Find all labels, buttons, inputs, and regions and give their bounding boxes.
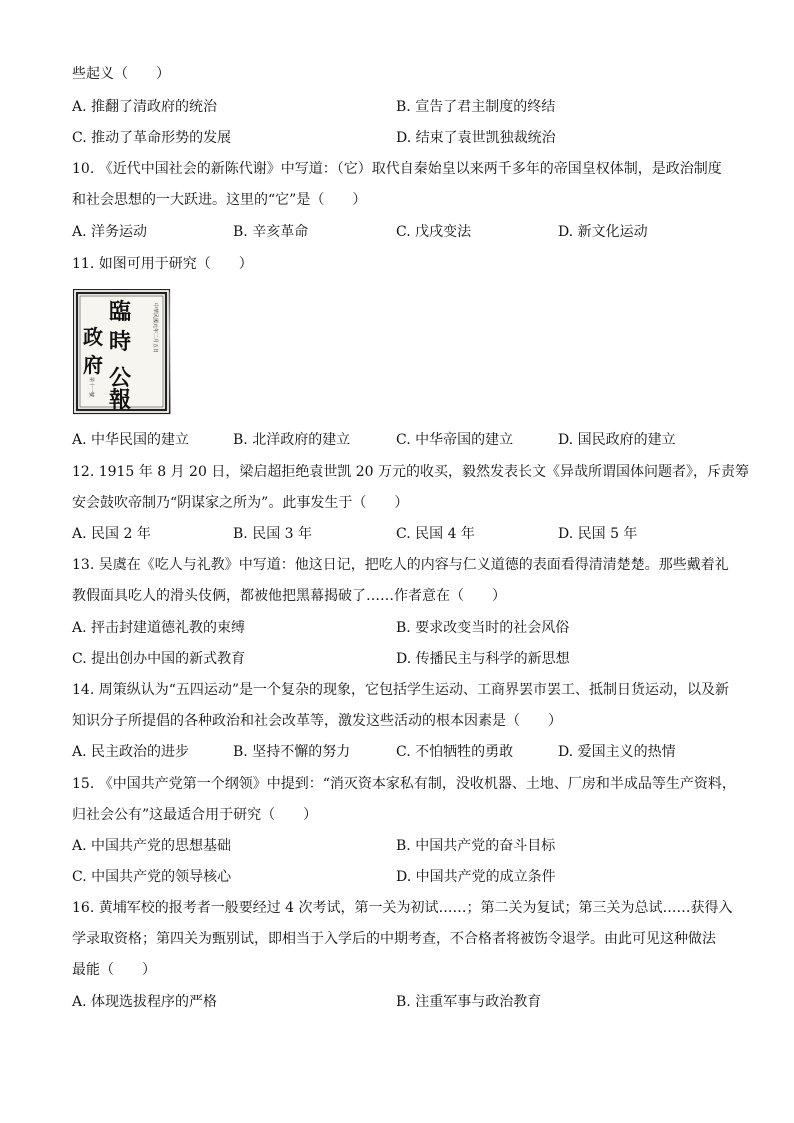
q15-option-c[interactable]: C. 中国共产党的领导核心 [72,869,232,885]
q12-option-a[interactable]: A. 民国 2 年 [72,526,151,542]
gazette-char-4: 府 [83,353,103,377]
q12-stem-line-2: 安会鼓吹帝制乃“阴谋家之所为”。此事发生于（ ） [72,495,409,511]
q13-stem-line-2: 教假面具吃人的滑头伎俩，都被他把黑幕揭破了……作者意在（ ） [72,588,506,604]
q16-stem-line-1: 16. 黄埔军校的报考者一般要经过 4 次考试，第一关为初试……；第二关为复试；第三关为总试……获得入 [72,900,733,916]
q15-option-b[interactable]: B. 中国共产党的奋斗目标 [396,838,556,854]
question-9-stem-fragment: 些起义（ ） [72,66,170,82]
gazette-char-5: 公 [109,365,132,391]
q14-stem-line-2: 知识分子所提倡的各种政治和社会改革等，激发这些活动的根本因素是（ ） [72,713,562,729]
q13-option-b[interactable]: B. 要求改变当时的社会风俗 [396,620,570,636]
q11-option-d[interactable]: D. 国民政府的建立 [558,432,676,448]
q14-option-c[interactable]: C. 不怕牺牲的勇敢 [396,744,514,760]
gazette-date-text: 中華民國元年二月五日 [152,303,158,354]
q11-option-b[interactable]: B. 北洋政府的建立 [233,432,351,448]
q10-option-c[interactable]: C. 戊戌变法 [396,224,472,240]
q16-option-a[interactable]: A. 体现选拔程序的严格 [72,994,218,1010]
q13-stem-line-1: 13. 吴虞在《吃人与礼教》中写道：他这日记，把吃人的内容与仁义道德的表面看得清清楚楚。那些戴着礼 [72,557,729,573]
q16-stem-line-2: 学录取资格；第四关为甄别试，即相当于入学后的中期考查，不合格者将被饬令退学。由此可见这种做法 [72,931,716,947]
q10-stem-line-1: 10. 《近代中国社会的新陈代谢》中写道：（它）取代自秦始皇以来两千多年的帝国皇权体制，是政治制度 [72,161,722,177]
q13-option-d[interactable]: D. 传播民主与科学的新思想 [396,651,570,667]
q11-option-a[interactable]: A. 中华民国的建立 [72,432,190,448]
gazette-char-6: 報 [109,387,132,413]
q15-option-a[interactable]: A. 中国共产党的思想基础 [72,838,232,854]
q12-option-c[interactable]: C. 民国 4 年 [396,526,475,542]
q13-option-c[interactable]: C. 提出创办中国的新式教育 [72,651,246,667]
q15-stem-line-1: 15. 《中国共产党第一个纲领》中提到：“消灭资本家私有制，没收机器、土地、厂房和半成品等生产资料， [72,776,736,792]
q9-option-b[interactable]: B. 宣告了君主制度的终结 [396,99,556,115]
q14-option-b[interactable]: B. 坚持不懈的努力 [233,744,351,760]
q12-option-b[interactable]: B. 民国 3 年 [233,526,312,542]
q9-option-d[interactable]: D. 结束了袁世凯独裁统治 [396,130,556,146]
q11-option-c[interactable]: C. 中华帝国的建立 [396,432,514,448]
gazette-char-3: 政 [83,325,103,349]
provisional-government-gazette-image [73,289,171,415]
gazette-char-2: 時 [109,329,132,355]
q16-option-b[interactable]: B. 注重军事与政治教育 [396,994,542,1010]
q14-stem-line-1: 14. 周策纵认为“五四运动”是一个复杂的现象，它包括学生运动、工商界罢市罢工、抵制日货运动，以及新 [72,682,730,698]
q15-option-d[interactable]: D. 中国共产党的成立条件 [396,869,556,885]
q10-stem-line-2: 和社会思想的一大跃进。这里的“它”是（ ） [72,192,367,208]
q13-option-a[interactable]: A. 抨击封建道德礼教的束缚 [72,620,246,636]
q14-option-a[interactable]: A. 民主政治的进步 [72,744,190,760]
q10-option-a[interactable]: A. 洋务运动 [72,224,148,240]
q14-option-d[interactable]: D. 爱国主义的热情 [558,744,676,760]
q11-stem: 11. 如图可用于研究（ ） [72,256,253,272]
q15-stem-line-2: 归社会公有”这最适合用于研究（ ） [72,807,318,823]
q9-option-a[interactable]: A. 推翻了清政府的统治 [72,99,218,115]
gazette-issue-text: 第十一號 [88,377,94,398]
gazette-char-1: 臨 [109,299,132,325]
q12-option-d[interactable]: D. 民国 5 年 [558,526,638,542]
q10-option-b[interactable]: B. 辛亥革命 [233,224,309,240]
q9-option-c[interactable]: C. 推动了革命形势的发展 [72,130,232,146]
q16-stem-line-3: 最能（ ） [72,962,156,978]
q10-option-d[interactable]: D. 新文化运动 [558,224,648,240]
q12-stem-line-1: 12. 1915 年 8 月 20 日，梁启超拒绝袁世凯 20 万元的收买，毅然发表长文《异哉所谓国体问题者》，斥责筹 [72,464,750,480]
